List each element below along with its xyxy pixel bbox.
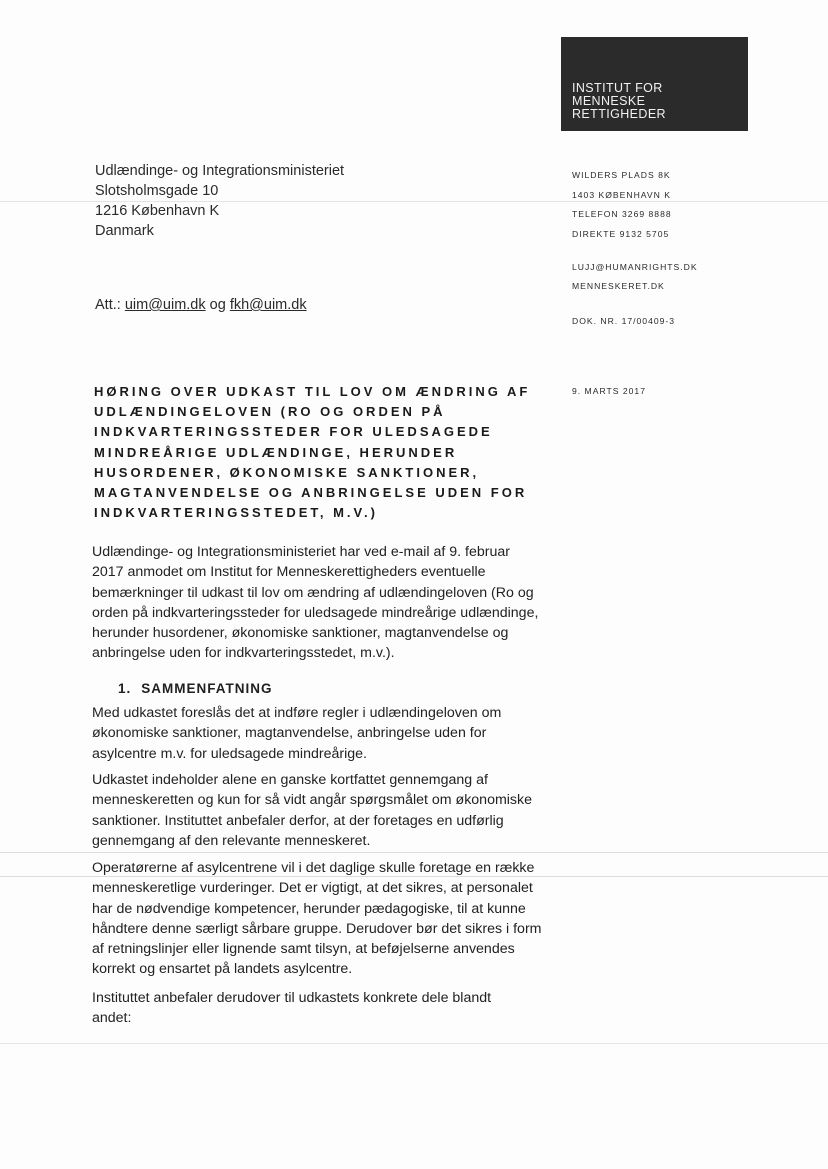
paragraph-line: menneskeretlige vurderinger. Det er vigtigt, at det sikres, at personalet — [92, 880, 533, 897]
scan-artifact-line — [0, 1043, 828, 1044]
paragraph-line: håndtere denne særligt sårbare gruppe. Derudover bør det sikres i form — [92, 920, 542, 937]
paragraph-line: korrekt og ensartet på landets asylcentre. — [92, 961, 353, 978]
email-link-uim[interactable]: uim@uim.dk — [124, 297, 206, 313]
logo-line: RETTIGHEDER — [572, 107, 666, 121]
paragraph-line: anbringelse uden for indkvarteringsstedet, m.v.). — [92, 645, 395, 662]
paragraph-line: menneskeretten og kun for så vidt angår spørgsmålet om økonomiske — [92, 792, 533, 809]
paragraph-line: 2017 anmodet om Institut for Menneskerettigheders eventuelle — [92, 564, 486, 581]
paragraph-line: bemærkninger til udkast til lov om ændring af udlændingeloven (Ro og — [92, 584, 534, 601]
paragraph-line: sanktioner. Instituttet anbefaler derfor, at der foretages en udførlig — [92, 812, 504, 829]
recipient-line: Slotsholmsgade 10 — [95, 183, 219, 199]
paragraph-line: herunder husordener, økonomiske sanktioner, magtanvendelse og — [92, 625, 509, 642]
title-line: MINDREÅRIGE UDLÆNDINGE, HERUNDER — [94, 444, 458, 460]
paragraph-line: Operatørerne af asylcentrene vil i det daglige skulle foretage en række — [92, 860, 535, 876]
title-line: INDKVARTERINGSSTEDER FOR ULEDSAGEDE — [94, 424, 493, 440]
letter-date: 9. MARTS 2017 — [572, 386, 646, 396]
title-line: MAGTANVENDELSE OG ANBRINGELSE UDEN FOR — [94, 485, 528, 501]
title-line: INDKVARTERINGSSTEDET, M.V.) — [94, 505, 378, 521]
letter-title — [94, 382, 554, 523]
summary-paragraph-4 — [92, 988, 562, 1029]
section-number: 1. — [118, 681, 132, 696]
logo-line: INSTITUT FOR — [572, 81, 663, 95]
paragraph-line: gennemgang af den relevante menneskeret. — [92, 832, 371, 849]
email-link-fkh[interactable]: fkh@uim.dk — [229, 297, 307, 313]
document-number: DOK. NR. 17/00409-3 — [572, 316, 676, 326]
title-line: UDLÆNDINGELOVEN (RO OG ORDEN PÅ — [94, 404, 446, 420]
sender-address-line: 1403 KØBENHAVN K — [572, 189, 671, 200]
paragraph-line: orden på indkvarteringssteder for uledsagede mindreårige udlændinge, — [92, 604, 539, 621]
section-title: SAMMENFATNING — [141, 681, 273, 696]
recipient-line: 1216 København K — [95, 203, 220, 219]
attention-label: Att.: — [95, 297, 121, 313]
title-line: HØRING OVER UDKAST TIL LOV OM ÆNDRING AF — [94, 384, 531, 399]
recipient-line: Udlændinge- og Integrationsministeriet — [95, 163, 345, 179]
paragraph-line: har de nødvendige kompetencer, herunder pædagogiske, til at kunne — [92, 900, 526, 917]
sender-email: LUJJ@HUMANRIGHTS.DK — [572, 262, 698, 272]
sender-phone: TELEFON 3269 8888 — [572, 209, 672, 219]
paragraph-line: asylcentre m.v. for uledsagede mindreårige. — [92, 745, 367, 762]
scan-artifact-line — [0, 852, 828, 853]
paragraph-line: andet: — [92, 1010, 132, 1027]
sender-direct-phone: DIREKTE 9132 5705 — [572, 228, 670, 239]
attention-connector: og — [209, 297, 226, 313]
summary-paragraph-2 — [92, 770, 562, 851]
paragraph-line: af retningslinjer eller lignende samt tilsyn, at beføjelserne anvendes — [92, 941, 515, 958]
title-line: HUSORDENER, ØKONOMISKE SANKTIONER, — [94, 464, 480, 480]
recipient-line: Danmark — [95, 223, 154, 239]
summary-paragraph-1 — [92, 703, 562, 764]
sender-address — [572, 166, 672, 244]
paragraph-line: Udkastet indeholder alene en ganske kortfattet gennemgang af — [92, 772, 488, 788]
recipient-address — [95, 161, 344, 241]
section-heading — [118, 681, 273, 696]
logo-line: MENNESKE — [572, 94, 646, 108]
paragraph-line: Instituttet anbefaler derudover til udkastets konkrete dele blandt — [92, 990, 492, 1006]
paragraph-line: Udlændinge- og Integrationsministeriet har ved e-mail af 9. februar — [92, 544, 510, 560]
sender-website: MENNESKERET.DK — [572, 281, 665, 291]
attention-line — [95, 297, 307, 313]
summary-paragraph-3 — [92, 858, 562, 980]
sender-contact — [572, 258, 698, 296]
paragraph-line: Med udkastet foreslås det at indføre regler i udlændingeloven om — [92, 705, 502, 721]
intro-paragraph — [92, 542, 562, 664]
institute-logo — [561, 37, 748, 131]
paragraph-line: økonomiske sanktioner, magtanvendelse, anbringelse uden for — [92, 725, 487, 742]
sender-address-line: WILDERS PLADS 8K — [572, 170, 671, 180]
